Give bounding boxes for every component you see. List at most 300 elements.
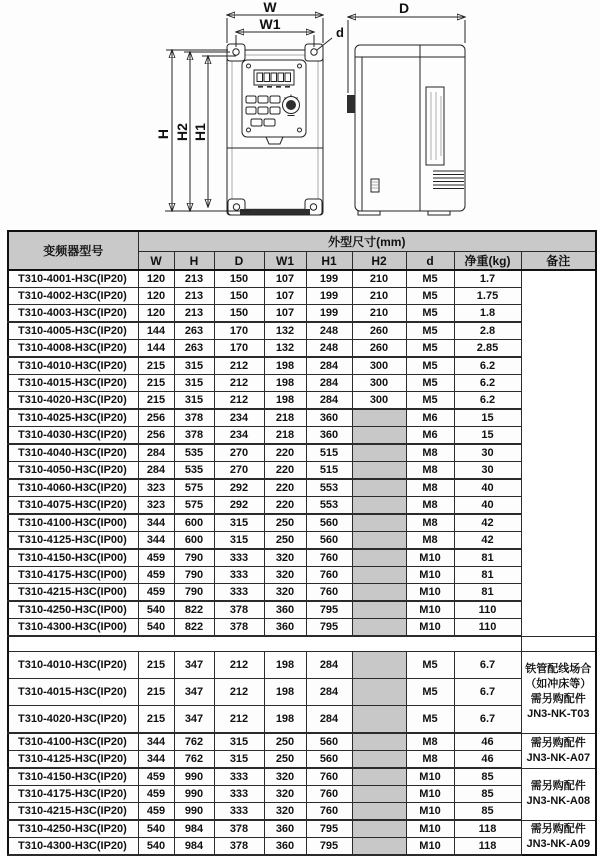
table-row [8, 322, 596, 340]
cell-model: T310-4001-H3C(IP20) [8, 270, 138, 288]
cell-w1: 360 [264, 619, 306, 637]
cell-h: 535 [174, 462, 214, 480]
cell-d: 333 [214, 567, 264, 584]
remark-line: 需另购配件 [530, 823, 586, 836]
cell-w1: 360 [264, 601, 306, 619]
cell-wt: 15 [454, 409, 521, 427]
cell-h1: 553 [306, 497, 352, 515]
cell-h2 [352, 532, 406, 550]
table-row [8, 462, 596, 480]
cell-h2 [352, 733, 406, 751]
cell-h1: 553 [306, 479, 352, 497]
cell-model: T310-4215-H3C(IP20) [8, 803, 138, 821]
remark-cell [521, 768, 596, 820]
cell-model: T310-4150-H3C(IP20) [8, 768, 138, 786]
cell-h: 535 [174, 444, 214, 462]
cell-w1: 198 [264, 375, 306, 392]
col-header-h1: H1 [306, 252, 352, 271]
cell-model: T310-4125-H3C(IP00) [8, 532, 138, 550]
cell-wt: 15 [454, 427, 521, 445]
cell-model: T310-4125-H3C(IP20) [8, 751, 138, 769]
cell-w1: 107 [264, 288, 306, 305]
section-1-body [8, 270, 596, 636]
table-row [8, 838, 596, 856]
remark-line: 需另购配件 [530, 736, 586, 749]
remark-cell [521, 270, 596, 636]
cell-h: 347 [174, 679, 214, 706]
table-row [8, 751, 596, 769]
cell-h1: 199 [306, 305, 352, 323]
cell-w1: 320 [264, 768, 306, 786]
cell-model: T310-4215-H3C(IP00) [8, 584, 138, 602]
cell-h2 [352, 427, 406, 445]
cell-dh: M8 [406, 751, 454, 769]
cell-h2 [352, 584, 406, 602]
col-header-dims-group: 外型尺寸(mm) [138, 231, 596, 252]
cell-h2: 210 [352, 270, 406, 288]
cell-w: 120 [138, 270, 174, 288]
cell-w: 144 [138, 340, 174, 358]
table-row [8, 392, 596, 410]
remark-line: JN3-NK-T03 [527, 708, 590, 721]
cell-h2 [352, 803, 406, 821]
cell-d: 378 [214, 601, 264, 619]
cell-d: 333 [214, 584, 264, 602]
cell-dh: M5 [406, 270, 454, 288]
table-row [8, 601, 596, 619]
cell-model: T310-4008-H3C(IP20) [8, 340, 138, 358]
cell-w1: 218 [264, 427, 306, 445]
cell-h: 790 [174, 549, 214, 567]
separator-row [8, 636, 596, 652]
dim-label-w1: W1 [259, 16, 281, 32]
cell-model: T310-4020-H3C(IP20) [8, 706, 138, 734]
cell-wt: 110 [454, 619, 521, 637]
cell-w: 540 [138, 838, 174, 856]
cell-h1: 248 [306, 340, 352, 358]
cell-w: 215 [138, 652, 174, 679]
dimension-drawing [0, 0, 600, 230]
cell-wt: 6.2 [454, 357, 521, 375]
cell-h2 [352, 820, 406, 838]
cell-dh: M10 [406, 619, 454, 637]
table-row [8, 786, 596, 803]
cell-h1: 284 [306, 357, 352, 375]
cell-wt: 110 [454, 601, 521, 619]
cell-h2: 300 [352, 357, 406, 375]
cell-h: 990 [174, 786, 214, 803]
cell-h: 213 [174, 270, 214, 288]
cell-h1: 760 [306, 549, 352, 567]
cell-wt: 1.7 [454, 270, 521, 288]
cell-h: 984 [174, 838, 214, 856]
cell-wt: 118 [454, 838, 521, 856]
cell-model: T310-4150-H3C(IP00) [8, 549, 138, 567]
cell-w: 256 [138, 427, 174, 445]
cell-dh: M5 [406, 375, 454, 392]
cell-model: T310-4003-H3C(IP20) [8, 305, 138, 323]
cell-w1: 198 [264, 652, 306, 679]
cell-w: 144 [138, 322, 174, 340]
cell-dh: M5 [406, 305, 454, 323]
cell-w: 215 [138, 706, 174, 734]
cell-w1: 320 [264, 584, 306, 602]
cell-h1: 515 [306, 462, 352, 480]
cell-wt: 6.2 [454, 375, 521, 392]
table-row [8, 733, 596, 751]
cell-wt: 6.7 [454, 652, 521, 679]
cell-h2 [352, 549, 406, 567]
cell-h1: 760 [306, 786, 352, 803]
cell-wt: 85 [454, 786, 521, 803]
table-row [8, 549, 596, 567]
col-header-d: D [214, 252, 264, 271]
cell-h2: 260 [352, 340, 406, 358]
cell-h: 213 [174, 305, 214, 323]
cell-h1: 284 [306, 392, 352, 410]
cell-h2 [352, 462, 406, 480]
latch [347, 95, 355, 113]
cell-model: T310-4015-H3C(IP20) [8, 679, 138, 706]
cell-dh: M10 [406, 820, 454, 838]
cell-w1: 250 [264, 733, 306, 751]
col-header-w1: W1 [264, 252, 306, 271]
cell-model: T310-4100-H3C(IP20) [8, 733, 138, 751]
table-row [8, 288, 596, 305]
cell-h: 378 [174, 427, 214, 445]
cell-wt: 42 [454, 532, 521, 550]
cell-h1: 284 [306, 706, 352, 734]
cell-w1: 198 [264, 679, 306, 706]
cell-model: T310-4250-H3C(IP00) [8, 601, 138, 619]
cell-dh: M5 [406, 706, 454, 734]
cell-h2: 210 [352, 305, 406, 323]
cell-h2 [352, 619, 406, 637]
cell-w: 256 [138, 409, 174, 427]
col-header-weight: 净重(kg) [454, 252, 521, 271]
cell-wt: 1.75 [454, 288, 521, 305]
remark-line: （如冲床等） [525, 678, 592, 691]
cell-dh: M5 [406, 357, 454, 375]
remark-line: JN3-NK-A09 [526, 838, 591, 851]
col-header-model: 变频器型号 [8, 231, 138, 270]
cell-d: 315 [214, 532, 264, 550]
cell-wt: 6.7 [454, 679, 521, 706]
cell-dh: M10 [406, 786, 454, 803]
cell-h2 [352, 567, 406, 584]
cell-h1: 284 [306, 375, 352, 392]
cell-dh: M10 [406, 601, 454, 619]
side-view [347, 45, 465, 215]
cell-h2 [352, 444, 406, 462]
cell-model: T310-4010-H3C(IP20) [8, 357, 138, 375]
cell-d: 212 [214, 392, 264, 410]
cell-d: 150 [214, 270, 264, 288]
cell-w: 344 [138, 514, 174, 532]
cell-h1: 795 [306, 820, 352, 838]
cell-model: T310-4025-H3C(IP20) [8, 409, 138, 427]
table-row [8, 340, 596, 358]
cell-h2 [352, 497, 406, 515]
cell-h1: 360 [306, 427, 352, 445]
cell-w1: 320 [264, 803, 306, 821]
cell-d: 378 [214, 838, 264, 856]
cell-w: 215 [138, 392, 174, 410]
cell-w: 215 [138, 357, 174, 375]
cell-wt: 40 [454, 497, 521, 515]
cell-model: T310-4175-H3C(IP20) [8, 786, 138, 803]
cell-d: 333 [214, 786, 264, 803]
cell-d: 234 [214, 409, 264, 427]
cell-model: T310-4015-H3C(IP20) [8, 375, 138, 392]
cell-model: T310-4040-H3C(IP20) [8, 444, 138, 462]
cell-w1: 107 [264, 305, 306, 323]
cell-dh: M5 [406, 652, 454, 679]
cell-h1: 760 [306, 803, 352, 821]
cell-dh: M8 [406, 462, 454, 480]
cell-h2 [352, 706, 406, 734]
cell-h1: 360 [306, 409, 352, 427]
cell-w: 323 [138, 497, 174, 515]
cell-model: T310-4300-H3C(IP00) [8, 619, 138, 637]
cell-model: T310-4250-H3C(IP20) [8, 820, 138, 838]
cell-w: 459 [138, 567, 174, 584]
cell-h: 315 [174, 357, 214, 375]
table-row [8, 514, 596, 532]
cell-model: T310-4020-H3C(IP20) [8, 392, 138, 410]
table-row [8, 409, 596, 427]
cell-dh: M8 [406, 479, 454, 497]
cell-dh: M10 [406, 549, 454, 567]
cell-h2 [352, 514, 406, 532]
cell-h: 822 [174, 601, 214, 619]
cell-d: 170 [214, 340, 264, 358]
cell-h1: 284 [306, 679, 352, 706]
cell-w1: 220 [264, 497, 306, 515]
table-row [8, 679, 596, 706]
cell-w1: 220 [264, 444, 306, 462]
col-header-h2: H2 [352, 252, 406, 271]
cell-d: 170 [214, 322, 264, 340]
cell-h2 [352, 679, 406, 706]
cell-d: 315 [214, 514, 264, 532]
cell-h1: 560 [306, 751, 352, 769]
cell-wt: 2.85 [454, 340, 521, 358]
cell-wt: 85 [454, 768, 521, 786]
cell-h2 [352, 479, 406, 497]
table-row [8, 375, 596, 392]
cell-wt: 30 [454, 462, 521, 480]
cell-d: 378 [214, 820, 264, 838]
cell-wt: 30 [454, 444, 521, 462]
dim-label-h1: H1 [192, 123, 208, 141]
remark-line: 铁管配线场合 [525, 663, 592, 676]
table-row [8, 619, 596, 637]
cell-dh: M5 [406, 322, 454, 340]
cell-w: 459 [138, 549, 174, 567]
cell-h: 378 [174, 409, 214, 427]
cell-w1: 360 [264, 820, 306, 838]
table-row [8, 567, 596, 584]
cell-w1: 320 [264, 786, 306, 803]
cell-wt: 46 [454, 751, 521, 769]
cell-d: 212 [214, 652, 264, 679]
cell-w: 120 [138, 288, 174, 305]
cell-h2 [352, 601, 406, 619]
cell-w1: 250 [264, 751, 306, 769]
table-row [8, 584, 596, 602]
separator-cell [521, 636, 596, 652]
cell-d: 292 [214, 479, 264, 497]
cell-w: 540 [138, 601, 174, 619]
cell-w1: 250 [264, 514, 306, 532]
cell-h2 [352, 768, 406, 786]
separator-cell [8, 636, 521, 652]
cell-h1: 795 [306, 601, 352, 619]
cell-model: T310-4050-H3C(IP20) [8, 462, 138, 480]
cell-d: 315 [214, 733, 264, 751]
cell-d: 292 [214, 497, 264, 515]
cell-h: 762 [174, 733, 214, 751]
col-header-w: W [138, 252, 174, 271]
cell-w1: 320 [264, 549, 306, 567]
cell-d: 212 [214, 357, 264, 375]
remark-cell [521, 820, 596, 855]
cell-model: T310-4300-H3C(IP20) [8, 838, 138, 856]
cell-model: T310-4005-H3C(IP20) [8, 322, 138, 340]
cell-d: 270 [214, 462, 264, 480]
cell-h: 790 [174, 567, 214, 584]
cell-d: 315 [214, 751, 264, 769]
cell-h: 575 [174, 497, 214, 515]
cell-dh: M6 [406, 409, 454, 427]
remark-cell [521, 652, 596, 734]
dim-label-depth: D [398, 0, 410, 16]
cell-w1: 220 [264, 479, 306, 497]
cell-h2: 210 [352, 288, 406, 305]
cell-dh: M6 [406, 427, 454, 445]
cell-dh: M5 [406, 679, 454, 706]
cell-h1: 795 [306, 619, 352, 637]
cell-d: 212 [214, 375, 264, 392]
cell-w: 215 [138, 375, 174, 392]
cell-d: 234 [214, 427, 264, 445]
cell-h1: 199 [306, 288, 352, 305]
cell-w1: 250 [264, 532, 306, 550]
cell-w1: 132 [264, 322, 306, 340]
table-header [8, 231, 596, 270]
dimensions-table [7, 230, 597, 856]
dim-label-h: H [155, 128, 171, 140]
cell-w: 284 [138, 462, 174, 480]
cell-model: T310-4060-H3C(IP20) [8, 479, 138, 497]
cell-w: 344 [138, 733, 174, 751]
cell-h2 [352, 652, 406, 679]
remark-cell [521, 733, 596, 768]
cell-wt: 81 [454, 584, 521, 602]
cell-w: 344 [138, 532, 174, 550]
cell-h1: 760 [306, 768, 352, 786]
cell-h1: 560 [306, 514, 352, 532]
cell-h: 790 [174, 584, 214, 602]
cell-h1: 560 [306, 532, 352, 550]
cell-d: 150 [214, 288, 264, 305]
table-row [8, 427, 596, 445]
cell-h: 984 [174, 820, 214, 838]
cell-w: 540 [138, 619, 174, 637]
cell-w1: 198 [264, 706, 306, 734]
cell-d: 378 [214, 619, 264, 637]
dim-label-d-hole: d [336, 25, 344, 40]
remark-line: JN3-NK-A08 [526, 795, 591, 807]
table-row [8, 820, 596, 838]
foot [358, 211, 380, 215]
cell-h: 263 [174, 340, 214, 358]
cell-wt: 118 [454, 820, 521, 838]
cell-h1: 560 [306, 733, 352, 751]
cell-h2 [352, 751, 406, 769]
table-row [8, 768, 596, 786]
cell-model: T310-4175-H3C(IP00) [8, 567, 138, 584]
cell-dh: M8 [406, 733, 454, 751]
cell-h: 762 [174, 751, 214, 769]
cell-h1: 760 [306, 584, 352, 602]
cell-w: 459 [138, 768, 174, 786]
cell-w1: 220 [264, 462, 306, 480]
cell-dh: M10 [406, 768, 454, 786]
foot [428, 211, 450, 215]
cell-dh: M10 [406, 567, 454, 584]
cell-dh: M10 [406, 838, 454, 856]
cell-h1: 199 [306, 270, 352, 288]
cell-wt: 1.8 [454, 305, 521, 323]
cell-dh: M8 [406, 532, 454, 550]
cell-h2 [352, 838, 406, 856]
cell-dh: M5 [406, 392, 454, 410]
cell-h2 [352, 409, 406, 427]
cell-h1: 515 [306, 444, 352, 462]
cell-w1: 107 [264, 270, 306, 288]
cell-dh: M8 [406, 497, 454, 515]
table-row [8, 479, 596, 497]
table-row [8, 706, 596, 734]
cell-h2: 300 [352, 392, 406, 410]
cell-h: 822 [174, 619, 214, 637]
cell-w: 459 [138, 803, 174, 821]
cell-h: 263 [174, 322, 214, 340]
table-row [8, 444, 596, 462]
cell-h: 315 [174, 375, 214, 392]
cell-h: 347 [174, 652, 214, 679]
cell-d: 212 [214, 706, 264, 734]
terminal-strip [240, 209, 310, 215]
cell-h: 347 [174, 706, 214, 734]
cell-wt: 46 [454, 733, 521, 751]
table-row [8, 803, 596, 821]
cell-w: 459 [138, 584, 174, 602]
table-row [8, 270, 596, 288]
cell-wt: 6.7 [454, 706, 521, 734]
dim-label-h2: H2 [174, 123, 190, 141]
cell-h: 315 [174, 392, 214, 410]
cell-wt: 81 [454, 567, 521, 584]
cell-wt: 42 [454, 514, 521, 532]
remark-line: JN3-NK-A07 [526, 751, 591, 764]
cell-model: T310-4075-H3C(IP20) [8, 497, 138, 515]
table-row [8, 532, 596, 550]
cell-h: 213 [174, 288, 214, 305]
cell-model: T310-4030-H3C(IP20) [8, 427, 138, 445]
